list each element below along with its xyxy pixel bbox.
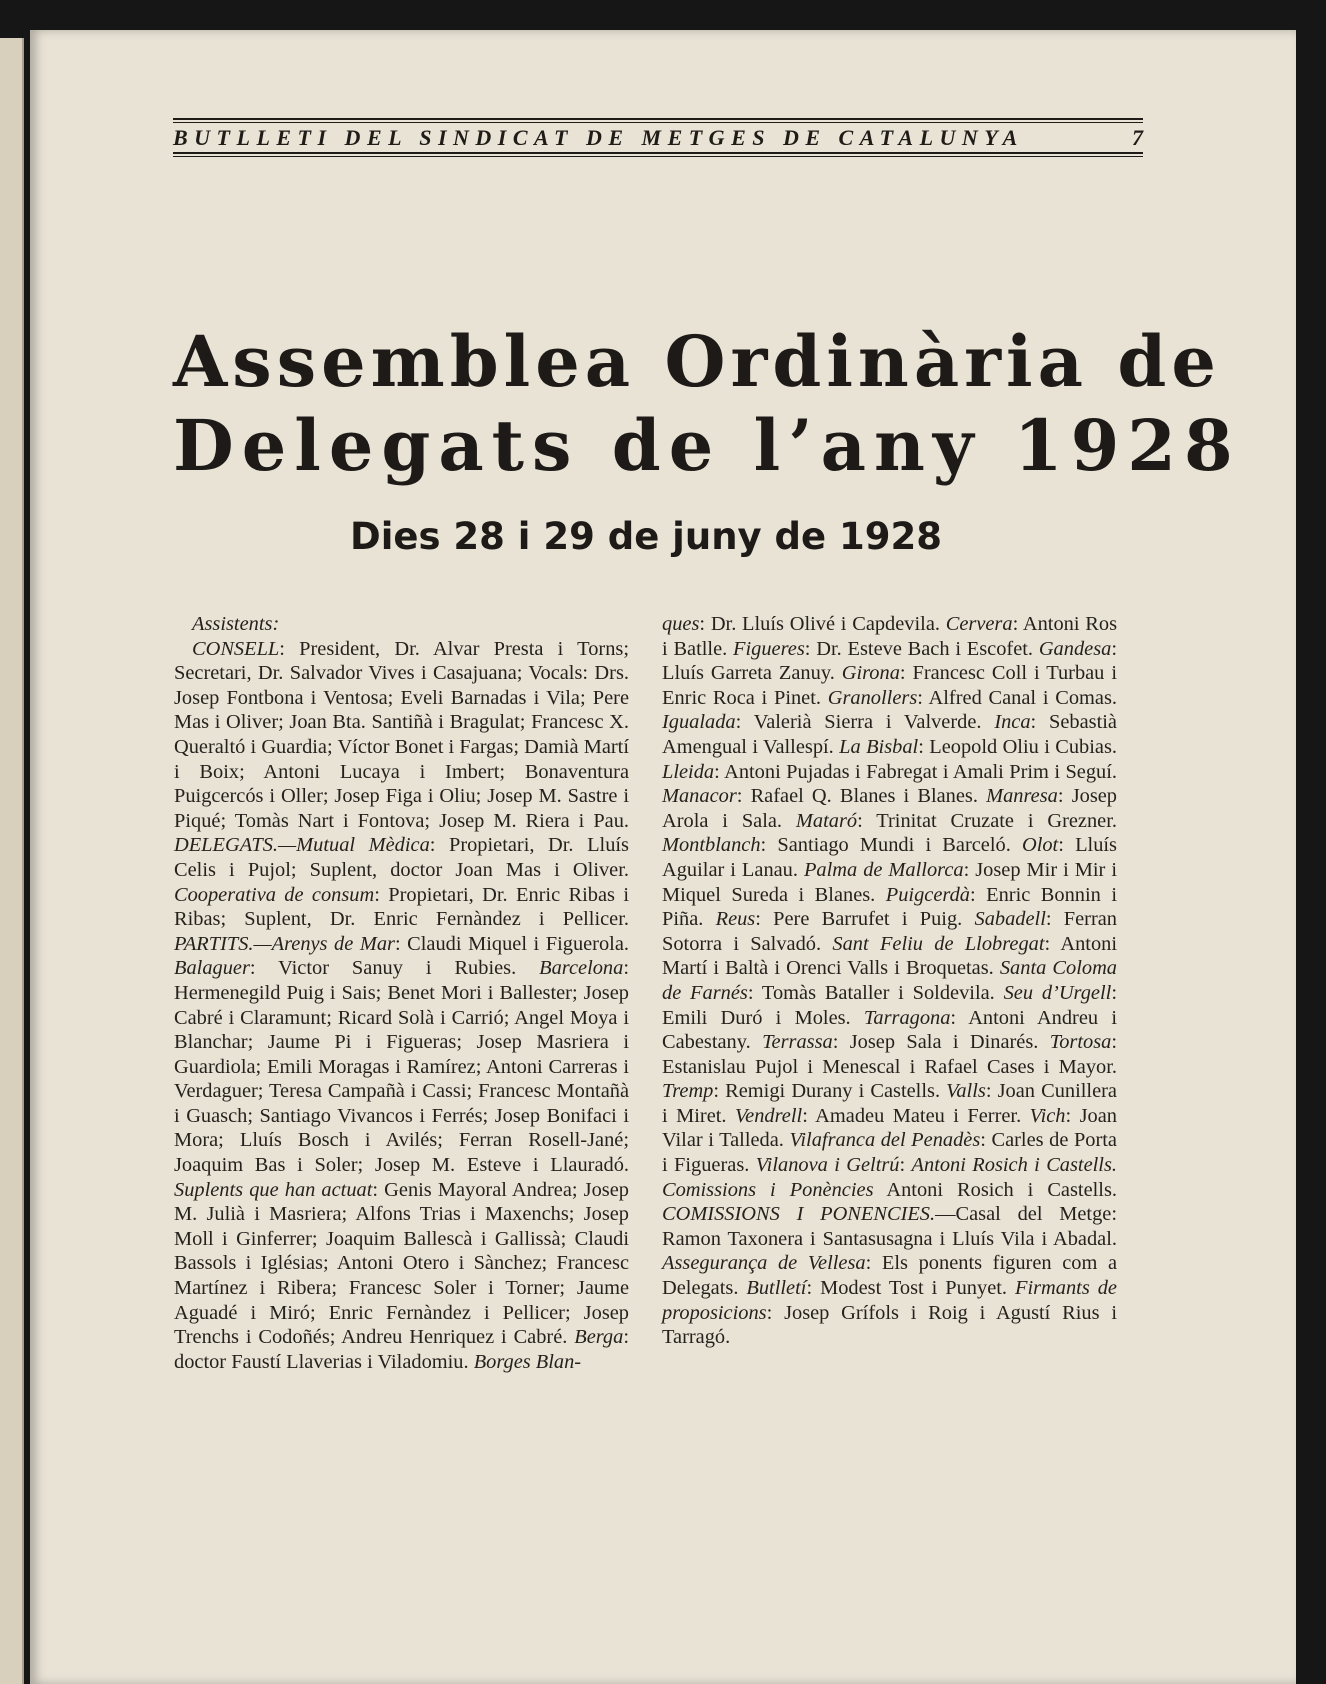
text-run: : Propietari, Dr. Enric Ribas i Ribas; Suplent, Dr. Enric Fernàndez i Pellicer.: [174, 883, 629, 931]
italic-text-run: COMISSIONS I PONENCIES.: [662, 1203, 936, 1226]
text-run: : Joan Cunillera i Miret.: [662, 1080, 1117, 1127]
left-page-edge: [0, 38, 24, 1684]
text-run: : Els ponents figuren com a Delegats.: [662, 1252, 1117, 1300]
italic-text-run: Berga: [574, 1326, 624, 1349]
italic-text-run: Girona: [841, 662, 900, 685]
italic-text-run: Olot: [1021, 834, 1059, 857]
text-run: : Dr. Esteve Bach i Escofet.: [804, 637, 1039, 660]
text-run: : Francesc Coll i Turbau i Enric Roca i Pinet.: [662, 662, 1117, 709]
right-column-paragraph: [662, 612, 1117, 1350]
italic-text-run: Inca: [994, 711, 1031, 734]
italic-text-run: Figueres: [733, 637, 805, 660]
column-paragraph: [174, 637, 629, 1375]
italic-text-run: Mataró: [795, 809, 858, 832]
text-run: : President, Dr. Alvar Presta i Torns; Secretari, Dr. Salvador Vives i Casajuana; Vocals: Drs. Josep Fontbona i Ventosa; Eveli Barnadas i Vila; Pere Mas i Oliver; Joan Bta. Santiñà i Bragulat; Francesc X. Queraltó i Guardia; Víctor Bonet i Fargas; Damià Martí i Boix; Antoni Lucaya i Imbert; Bonaventura Puigcercós i Oller; Josep Figa i Oliu; Josep M. Sastre i Piqué; Tomàs Nart i Fontova; Josep M. Riera i Pau.: [174, 637, 629, 832]
header-rule-bottom-thin: [173, 156, 1143, 157]
italic-text-run: Terrassa: [762, 1031, 833, 1054]
italic-text-run: Vilafranca del Penadès: [789, 1129, 981, 1152]
text-run: : Enric Bonnin i Piña.: [662, 883, 1117, 931]
text-run: : Claudi Miquel i Figuerola.: [394, 932, 629, 955]
text-run: : doctor Faustí Llaverias i Viladomiu.: [174, 1326, 629, 1373]
header-rule-bottom: [173, 152, 1143, 154]
italic-text-run: Lleida: [662, 760, 715, 783]
text-run: : Sebastià Amengual i Vallespí.: [662, 711, 1117, 758]
italic-text-run: Sabadell: [974, 908, 1046, 931]
subheading-text: Dies 28 i 29 de juny de 1928: [350, 515, 942, 558]
italic-text-run: Gandesa: [1038, 637, 1112, 660]
italic-text-run: Assegurança de Vellesa: [662, 1252, 866, 1275]
header-rule-top: [173, 118, 1143, 120]
text-run: : Josep Sala i Dinarés.: [832, 1031, 1050, 1054]
italic-text-run: Granollers: [827, 686, 918, 709]
text-run: : Antoni Andreu i Cabestany.: [662, 1006, 1117, 1054]
text-run: : Antoni Ros i Batlle.: [662, 613, 1118, 660]
italic-text-run: Valls: [946, 1080, 986, 1103]
column-paragraph: [174, 612, 629, 637]
italic-text-run: Assistents:: [192, 613, 280, 635]
running-head-line: [173, 123, 1143, 152]
text-run: :: [899, 1154, 912, 1177]
italic-text-run: Suplents que han actuat: [174, 1178, 373, 1201]
text-run: : Emili Duró i Moles.: [662, 981, 1117, 1029]
italic-text-run: Santa Coloma de Farnés: [662, 957, 1117, 1004]
text-run: : Propietari, Dr. Lluís Celis i Pujol; Suplent, doctor Joan Mas i Oliver.: [174, 834, 629, 881]
text-run: : Tomàs Bataller i Soldevila.: [747, 981, 1004, 1004]
text-run: : Ferran Sotorra i Salvadó.: [662, 908, 1117, 955]
text-run: : Josep Mir i Mir i Miquel Sureda i Blanes.: [662, 858, 1117, 906]
italic-text-run: Vilanova i Geltrú: [755, 1154, 900, 1177]
text-run: : Joan Vilar i Talleda.: [662, 1104, 1117, 1152]
text-run: : Dr. Lluís Olivé i Capdevila.: [699, 613, 946, 635]
text-column-left: [174, 612, 629, 1374]
text-run: : Genis Mayoral Andrea; Josep M. Julià i Masriera; Alfons Trias i Maxenchs; Josep Moll i Ginferrer; Joaquim Ballescà i Gallissà; Claudi Bassols i Iglésias; Antoni Otero i Sànchez; Francesc Martínez i Ribera; Francesc Soler i Torner; Jaume Aguadé i Miró; Enric Fernàndez i Pellicer; Josep Trenchs i Codoñés; Andreu Henriquez i Cabré.: [174, 1178, 629, 1349]
text-run: : Antoni Martí i Baltà i Orenci Valls i Broquetas.: [662, 932, 1117, 980]
italic-text-run: CONSELL: [192, 637, 280, 660]
text-run: : Amadeu Mateu i Ferrer.: [802, 1104, 1030, 1127]
italic-text-run: Sant Feliu de Llobregat: [832, 932, 1045, 955]
italic-text-run: ques: [662, 613, 700, 635]
page-number: 7: [1132, 125, 1143, 150]
text-run: : Trinitat Cruzate i Grezner.: [857, 809, 1117, 832]
text-run: : Rafael Q. Blanes i Blanes.: [736, 785, 987, 808]
italic-text-run: Montblanch: [662, 834, 761, 857]
italic-text-run: PARTITS.—Arenys de Mar: [174, 932, 395, 955]
headline-line-2: Delegats de l’any 1928: [173, 404, 1241, 487]
italic-text-run: Firmants de proposicions: [662, 1277, 1117, 1324]
text-run: : Josep Grífols i Roig i Agustí Rius i Tarragó.: [662, 1301, 1117, 1349]
journal-title: BUTLLETI DEL SINDICAT DE METGES DE CATALUNYA: [173, 125, 1024, 150]
text-run: : Estanislau Pujol i Menescal i Rafael Cases i Mayor.: [662, 1031, 1117, 1078]
text-run: : Santiago Mundi i Barceló.: [760, 834, 1022, 857]
text-run: : Hermenegild Puig i Sais; Benet Mori i Ballester; Josep Cabré i Claramunt; Ricard Solà i Carrió; Angel Moya i Blanchar; Jaume Pi i Figueras; Josep Masriera i Guardiola; Emili Moragas i Ramírez; Antoni Carreras i Verdaguer; Teresa Campañà i Cassi; Francesc Montañà i Guasch; Santiago Vivancos i Ferrés; Josep Bonifaci i Mora; Lluís Bosch i Avilés; Ferran Rosell-Jané; Joaquim Bas i Soler; Josep M. Esteve i Llauradó.: [174, 957, 629, 1177]
italic-text-run: DELEGATS.—Mutual Mèdica: [174, 834, 430, 857]
text-run: : Valerià Sierra i Valverde.: [735, 711, 995, 734]
text-run: : Antoni Pujadas i Fabregat i Amali Prim i Seguí.: [714, 760, 1117, 783]
article-headline: [173, 320, 1241, 488]
italic-text-run: Vendrell: [734, 1104, 803, 1127]
text-run: Antoni Rosich i Castells.: [873, 1178, 1117, 1201]
text-run: —Casal del Metge: Ramon Taxonera i Santasusagna i Lluís Vila i Abadal.: [662, 1203, 1118, 1250]
text-run: : Remigi Durany i Castells.: [713, 1080, 947, 1103]
article-subheading: [30, 515, 1296, 558]
text-run: : Pere Barrufet i Puig.: [755, 908, 975, 931]
page: [30, 30, 1296, 1684]
italic-text-run: Cervera: [945, 613, 1013, 635]
italic-text-run: Balaguer: [174, 957, 250, 980]
italic-text-run: Reus: [715, 908, 756, 931]
headline-line-1: Assemblea Ordinària de: [173, 320, 1221, 403]
italic-text-run: Vich: [1029, 1104, 1066, 1127]
italic-text-run: Butlletí: [746, 1277, 807, 1300]
text-column-right: [662, 612, 1117, 1350]
italic-text-run: Borges Blan-: [473, 1350, 582, 1373]
italic-text-run: Manacor: [662, 785, 737, 808]
italic-text-run: Tarragona: [863, 1006, 951, 1029]
italic-text-run: La Bisbal: [839, 735, 919, 758]
italic-text-run: Barcelona: [539, 957, 624, 980]
text-run: : Alfred Canal i Comas.: [917, 686, 1117, 709]
italic-text-run: Antoni Rosich i Castells. Comissions i Ponències: [662, 1154, 1118, 1201]
italic-text-run: Seu d’Urgell: [1003, 981, 1112, 1004]
text-run: : Josep Arola i Sala.: [662, 785, 1118, 832]
running-header: [173, 118, 1143, 157]
italic-text-run: Igualada: [662, 711, 736, 734]
text-run: : Lluís Aguilar i Lanau.: [662, 834, 1117, 881]
text-run: : Carles de Porta i Figueras.: [662, 1129, 1117, 1177]
text-run: : Modest Tost i Punyet.: [806, 1277, 1015, 1300]
italic-text-run: Puigcerdà: [885, 883, 970, 906]
italic-text-run: Tremp: [662, 1080, 714, 1103]
italic-text-run: Tortosa: [1049, 1031, 1112, 1054]
text-run: : Victor Sanuy i Rubies.: [249, 957, 540, 980]
italic-text-run: Palma de Mallorca: [803, 858, 964, 881]
italic-text-run: Manresa: [986, 785, 1058, 808]
italic-text-run: Cooperativa de consum: [174, 883, 375, 906]
text-run: : Leopold Oliu i Cubias.: [918, 735, 1117, 758]
text-run: : Lluís Garreta Zanuy.: [662, 637, 1117, 685]
